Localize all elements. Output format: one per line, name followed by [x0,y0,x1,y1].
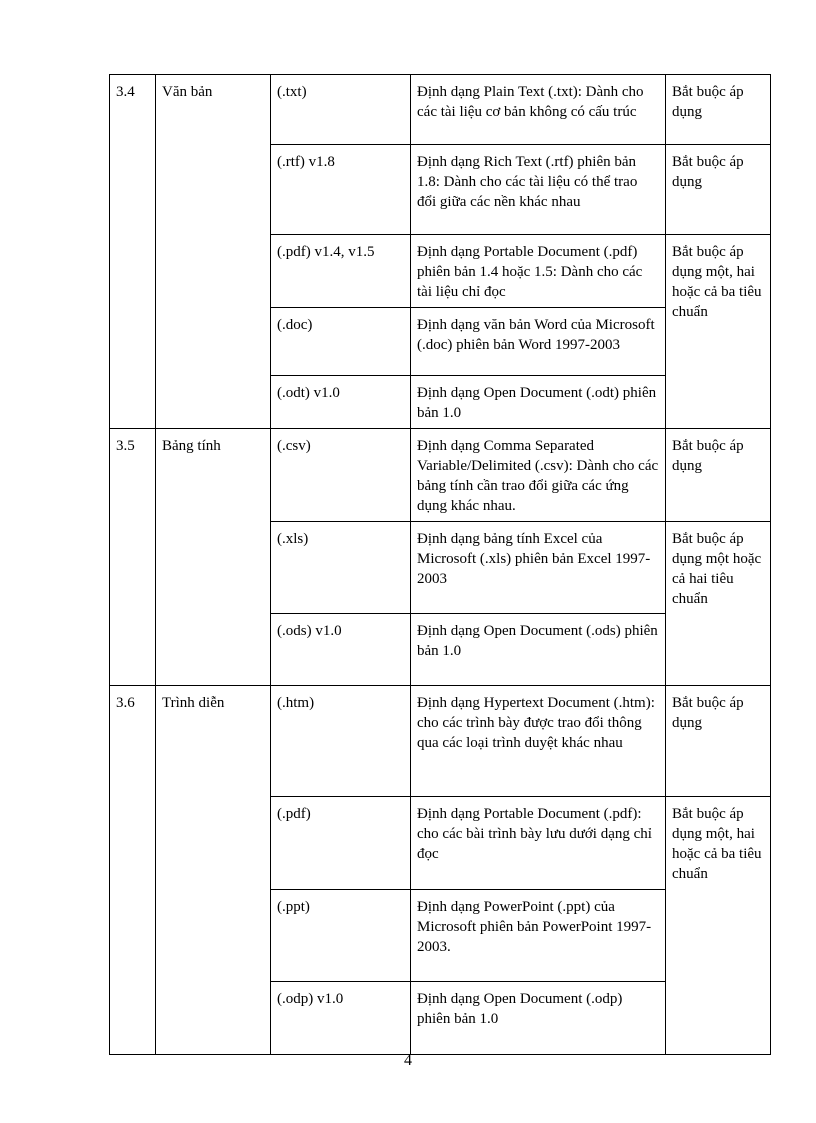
format-cell: (.doc) [271,308,411,376]
description-cell: Định dạng Open Document (.ods) phiên bản 1.0 [411,614,666,686]
requirement-cell: Bắt buộc áp dụng một, hai hoặc cả ba tiêu chuẩn [666,797,771,1055]
description-cell: Định dạng Open Document (.odp) phiên bản 1.0 [411,982,666,1055]
section-number: 3.6 [110,686,156,1055]
format-cell: (.odp) v1.0 [271,982,411,1055]
description-cell: Định dạng Comma Separated Variable/Delimited (.csv): Dành cho các bảng tính cần trao đổi giữa các ứng dụng khác nhau. [411,429,666,522]
section-name: Bảng tính [156,429,271,686]
requirement-cell: Bắt buộc áp dụng [666,429,771,522]
page-number: 4 [404,1052,412,1069]
format-cell: (.xls) [271,522,411,614]
format-cell: (.ods) v1.0 [271,614,411,686]
section-name: Trình diễn [156,686,271,1055]
description-cell: Định dạng Portable Document (.pdf): cho các bài trình bày lưu dưới dạng chỉ đọc [411,797,666,890]
description-cell: Định dạng Hypertext Document (.htm): cho các trình bày được trao đổi thông qua các loại trình duyệt khác nhau [411,686,666,797]
description-cell: Định dạng bảng tính Excel của Microsoft (.xls) phiên bản Excel 1997-2003 [411,522,666,614]
table-row [110,686,771,797]
section-name: Văn bản [156,75,271,429]
description-cell: Định dạng văn bản Word của Microsoft (.doc) phiên bản Word 1997-2003 [411,308,666,376]
format-cell: (.htm) [271,686,411,797]
section-number: 3.4 [110,75,156,429]
format-cell: (.ppt) [271,890,411,982]
requirement-cell: Bắt buộc áp dụng [666,75,771,145]
description-cell: Định dạng Open Document (.odt) phiên bản 1.0 [411,376,666,429]
format-cell: (.txt) [271,75,411,145]
table-row [110,75,771,145]
requirement-cell: Bắt buộc áp dụng một, hai hoặc cả ba tiêu chuẩn [666,235,771,429]
format-cell: (.rtf) v1.8 [271,145,411,235]
description-cell: Định dạng Portable Document (.pdf) phiên bản 1.4 hoặc 1.5: Dành cho các tài liệu chỉ đọc [411,235,666,308]
requirement-cell: Bắt buộc áp dụng [666,145,771,235]
format-cell: (.csv) [271,429,411,522]
section-number: 3.5 [110,429,156,686]
table-row [110,429,771,522]
format-cell: (.pdf) [271,797,411,890]
standards-table [109,74,771,1055]
format-cell: (.odt) v1.0 [271,376,411,429]
requirement-cell: Bắt buộc áp dụng một hoặc cả hai tiêu chuẩn [666,522,771,686]
description-cell: Định dạng PowerPoint (.ppt) của Microsoft phiên bản PowerPoint 1997-2003. [411,890,666,982]
description-cell: Định dạng Plain Text (.txt): Dành cho các tài liệu cơ bản không có cấu trúc [411,75,666,145]
format-cell: (.pdf) v1.4, v1.5 [271,235,411,308]
description-cell: Định dạng Rich Text (.rtf) phiên bản 1.8: Dành cho các tài liệu có thể trao đổi giữa các nền khác nhau [411,145,666,235]
requirement-cell: Bắt buộc áp dụng [666,686,771,797]
